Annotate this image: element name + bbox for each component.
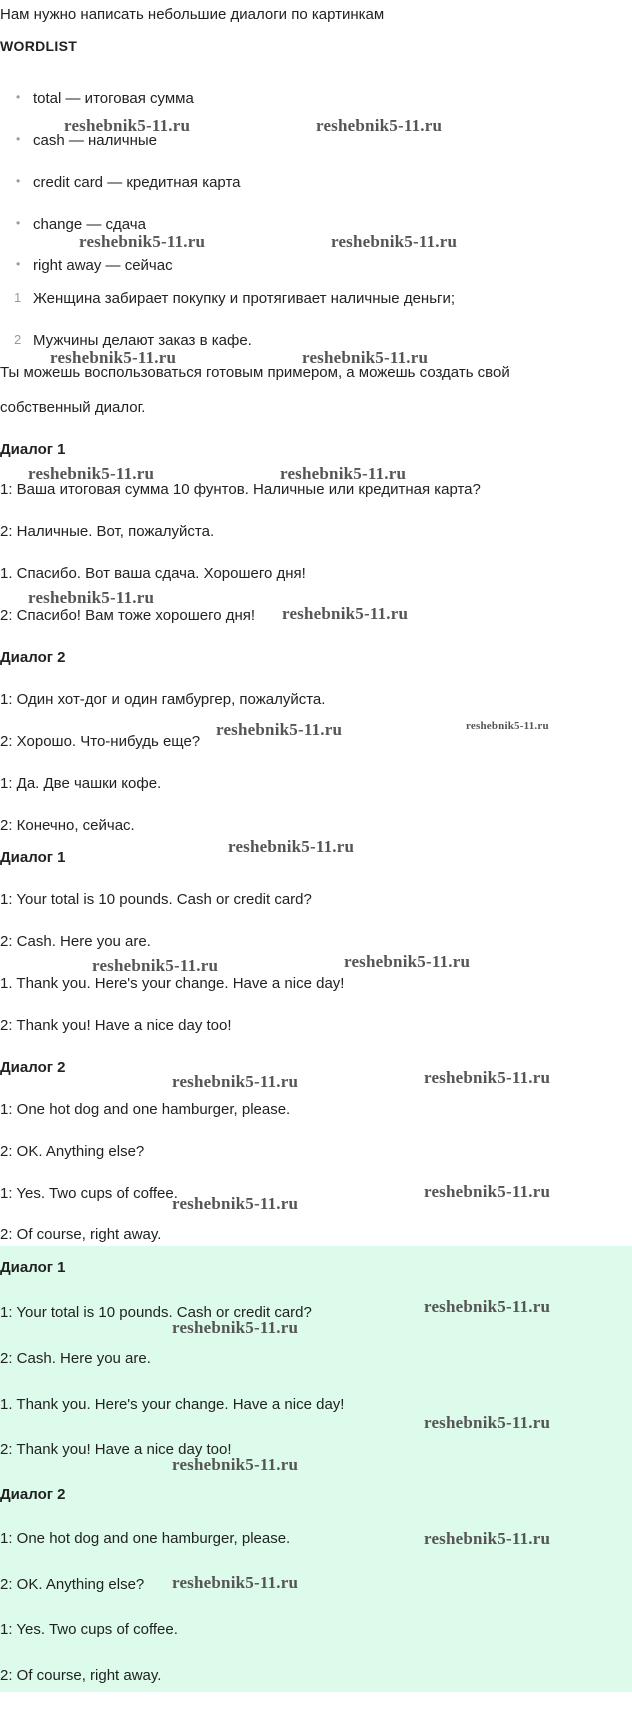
dialog-line: 2: OK. Anything else?: [0, 1576, 145, 1593]
dialog-heading: Диалог 1: [0, 849, 66, 866]
watermark: reshebnik5-11.ru: [302, 348, 429, 367]
dialog-line: 1: Yes. Two cups of coffee.: [0, 1185, 178, 1202]
dialog-heading: Диалог 1: [0, 1259, 66, 1276]
watermark: reshebnik5-11.ru: [79, 232, 206, 251]
dialog-line: 1: Your total is 10 pounds. Cash or credit card?: [0, 891, 312, 908]
watermark: reshebnik5-11.ru: [344, 952, 471, 971]
watermark: reshebnik5-11.ru: [280, 464, 407, 483]
bullet-icon: •: [16, 216, 21, 230]
dialog-line: 1: Yes. Two cups of coffee.: [0, 1621, 178, 1638]
dialog-line: 1. Thank you. Here's your change. Have a nice day!: [0, 975, 345, 992]
watermark: reshebnik5-11.ru: [172, 1455, 299, 1474]
dialog-line: 2: OK. Anything else?: [0, 1143, 145, 1160]
watermark: reshebnik5-11.ru: [64, 116, 191, 135]
watermark: reshebnik5-11.ru: [424, 1413, 551, 1432]
bullet-icon: •: [16, 174, 21, 188]
dialog-line: 2: Спасибо! Вам тоже хорошего дня!: [0, 607, 256, 624]
dialog-heading: Диалог 2: [0, 1059, 66, 1076]
watermark: reshebnik5-11.ru: [466, 720, 549, 732]
dialog-line: 2: Thank you! Have a nice day too!: [0, 1441, 232, 1458]
watermark: reshebnik5-11.ru: [228, 837, 355, 856]
bullet-icon: •: [16, 132, 21, 146]
watermark: reshebnik5-11.ru: [424, 1529, 551, 1548]
dialog-line: 2: Cash. Here you are.: [0, 1350, 151, 1367]
watermark: reshebnik5-11.ru: [172, 1072, 299, 1091]
watermark: reshebnik5-11.ru: [331, 232, 458, 251]
dialog-line: 1. Thank you. Here's your change. Have a nice day!: [0, 1396, 345, 1413]
dialog-line: 1: Ваша итоговая сумма 10 фунтов. Наличные или кредитная карта?: [0, 481, 481, 498]
dialog-line: 2: Хорошо. Что-нибудь еще?: [0, 733, 201, 750]
watermark: reshebnik5-11.ru: [424, 1182, 551, 1201]
dialog-line: 2: Thank you! Have a nice day too!: [0, 1017, 232, 1034]
watermark: reshebnik5-11.ru: [28, 588, 155, 607]
watermark: reshebnik5-11.ru: [424, 1068, 551, 1087]
dialog-line: 1: Your total is 10 pounds. Cash or credit card?: [0, 1304, 312, 1321]
watermark: reshebnik5-11.ru: [50, 348, 177, 367]
watermark: reshebnik5-11.ru: [282, 604, 409, 623]
watermark: reshebnik5-11.ru: [172, 1194, 299, 1213]
dialog-line: 2: Of course, right away.: [0, 1667, 162, 1684]
dialog-line: 1: One hot dog and one hamburger, please.: [0, 1530, 291, 1547]
dialog-line: 1: Да. Две чашки кофе.: [0, 775, 162, 792]
watermark: reshebnik5-11.ru: [172, 1573, 299, 1592]
dialog-line: 2: Cash. Here you are.: [0, 933, 151, 950]
watermark: reshebnik5-11.ru: [92, 956, 219, 975]
watermark: reshebnik5-11.ru: [172, 1318, 299, 1337]
watermark: reshebnik5-11.ru: [424, 1297, 551, 1316]
dialog-line: 2: Наличные. Вот, пожалуйста.: [0, 523, 215, 540]
watermark: reshebnik5-11.ru: [28, 464, 155, 483]
note-line: собственный диалог.: [0, 399, 146, 416]
dialog-line: 1. Спасибо. Вот ваша сдача. Хорошего дня!: [0, 565, 306, 582]
dialog-heading: Диалог 2: [0, 649, 66, 666]
bullet-icon: •: [16, 90, 21, 104]
watermark: reshebnik5-11.ru: [316, 116, 443, 135]
dialog-line: 2: Конечно, сейчас.: [0, 817, 135, 834]
note-line: Ты можешь воспользоваться готовым примером, а можешь создать свой: [0, 364, 510, 381]
dialog-heading: Диалог 2: [0, 1486, 66, 1503]
dialog-line: 1: Один хот-дог и один гамбургер, пожалуйста.: [0, 691, 326, 708]
bullet-icon: •: [16, 257, 21, 271]
dialog-line: 2: Of course, right away.: [0, 1226, 162, 1243]
dialog-line: 1: One hot dog and one hamburger, please.: [0, 1101, 291, 1118]
dialog-heading: Диалог 1: [0, 441, 66, 458]
wordlist-title: WORDLIST: [0, 38, 78, 54]
intro-text: Нам нужно написать небольшие диалоги по картинкам: [0, 6, 385, 23]
watermark: reshebnik5-11.ru: [216, 720, 343, 739]
